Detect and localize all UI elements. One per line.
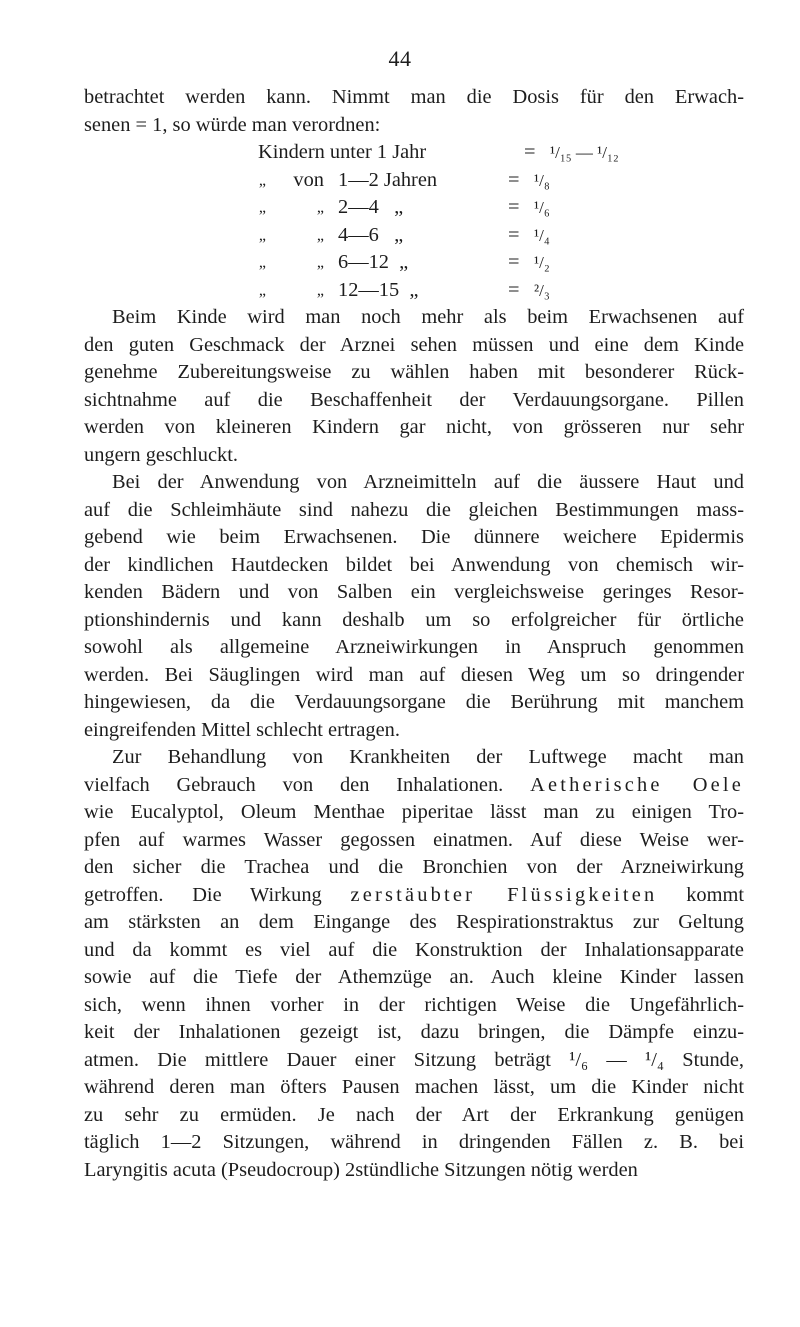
paragraph-skin: [84, 469, 744, 744]
dosage-label: Kindern unter 1 Jahr: [258, 141, 427, 163]
dosage-row: [84, 222, 744, 250]
dosage-row: [84, 249, 744, 277]
text-line: genehme Zubereitungsweise zu wählen haben mit besonderer Rück-: [84, 361, 744, 383]
ditto-mark: „: [258, 171, 266, 189]
page-number: 44: [388, 46, 412, 71]
text-line: und da kommt es viel auf die Konstruktion der Inhalationsapparate: [84, 938, 744, 961]
dosage-row: [84, 194, 744, 222]
text-line: gebend wie beim Erwachsenen. Die dünnere weichere Epidermis: [84, 526, 744, 548]
dosage-fraction: ¹/₈: [534, 170, 550, 190]
dosage-prefix: „: [316, 254, 324, 271]
dosage-age: 1—2 Jahren: [338, 168, 438, 191]
ditto-mark: „: [258, 254, 266, 271]
text-line: Beim Kinde wird man noch mehr als beim Erwachsenen auf: [112, 306, 744, 328]
dosage-age: 6—12 „: [338, 251, 409, 273]
text-line: den guten Geschmack der Arznei sehen müssen und eine dem Kinde: [84, 333, 744, 356]
text-line: getroffen. Die Wirkung zerstäubter Flüssigkeiten kommt: [84, 883, 744, 906]
dosage-equals: =: [508, 223, 520, 246]
text-line: auf die Schleimhäute sind nahezu die gleichen Bestimmungen mass-: [84, 498, 744, 521]
text-line: betrachtet werden kann. Nimmt man die Dosis für den Erwach-: [84, 86, 744, 108]
text-line: vielfach Gebrauch von den Inhalationen. Aetherische Oele: [84, 773, 744, 796]
text-line: kenden Bädern und von Salben ein vergleichsweise geringes Resor-: [84, 581, 744, 603]
dosage-table: [84, 139, 744, 304]
text-line: sich, wenn ihnen vorher in der richtigen Weise die Ungefährlich-: [84, 993, 744, 1016]
ditto-mark: „: [258, 199, 266, 216]
text-line: eingreifenden Mittel schlecht ertragen.: [84, 718, 400, 741]
text-line: den sicher die Trachea und die Bronchien von der Arzneiwirkung: [84, 856, 744, 878]
dosage-fraction: ¹/₆: [534, 198, 550, 217]
paragraph-taste: [84, 304, 744, 469]
text-line: sowohl als allgemeine Arzneiwirkungen in Anspruch genommen: [84, 636, 744, 658]
dosage-equals: =: [524, 141, 536, 163]
dosage-prefix: „: [316, 199, 324, 216]
dosage-prefix: „: [316, 281, 324, 299]
paragraph-inhalation: [84, 744, 744, 1184]
text-line: wie Eucalyptol, Oleum Menthae piperitae lässt man zu einigen Tro-: [84, 801, 744, 823]
dosage-row: [84, 167, 744, 195]
text-line: atmen. Die mittlere Dauer einer Sitzung beträgt ¹/₆ — ¹/₄ Stunde,: [84, 1048, 744, 1071]
dosage-equals: =: [508, 251, 520, 273]
dosage-fraction: ¹/₂: [534, 253, 550, 272]
ditto-mark: „: [258, 226, 266, 244]
text-line: am stärksten an dem Eingange des Respirationstraktus zur Geltung: [84, 911, 744, 933]
text-line: ptionshindernis und kann deshalb um so erfolgreicher für örtliche: [84, 608, 744, 631]
dosage-equals: =: [508, 168, 520, 191]
emphasized-term: zerstäubter Flüssigkeiten: [350, 883, 658, 906]
text-line: der kindlichen Hautdecken bildet bei Anwendung von chemisch wir-: [84, 553, 744, 576]
body-text: [84, 84, 744, 1184]
text-line: ungern geschluckt.: [84, 443, 239, 466]
ditto-mark: „: [258, 281, 266, 299]
text-line: sowie auf die Tiefe der Athemzüge an. Auch kleine Kinder lassen: [84, 966, 744, 988]
dosage-fraction: ¹/₁₅ — ¹/₁₂: [550, 143, 619, 162]
dosage-age: 12—15 „: [338, 278, 419, 301]
text-line: Laryngitis acuta (Pseudocroup) 2stündliche Sitzungen nötig werden: [84, 1158, 638, 1181]
dosage-row: [84, 139, 744, 167]
text-line: werden. Bei Säuglingen wird man auf diesen Weg um so dringender: [84, 663, 744, 686]
emphasized-term: Aetherische Oele: [530, 773, 744, 796]
text-line: keit der Inhalationen gezeigt ist, dazu bringen, die Dämpfe einzu-: [84, 1021, 744, 1043]
dosage-equals: =: [508, 278, 520, 301]
dosage-row: [84, 277, 744, 305]
text-line: Bei der Anwendung von Arzneimitteln auf die äussere Haut und: [112, 471, 744, 493]
text-line: zu sehr zu ermüden. Je nach der Art der Erkrankung genügen: [84, 1103, 744, 1126]
text-line: während deren man öfters Pausen machen lässt, um die Kinder nicht: [84, 1076, 744, 1098]
dosage-equals: =: [508, 196, 520, 218]
dosage-fraction: ¹/₄: [534, 225, 550, 245]
text-line: hingewiesen, da die Verdauungsorgane die Berührung mit manchem: [84, 691, 744, 713]
text-line: pfen auf warmes Wasser gegossen einatmen. Auf diese Weise wer-: [84, 828, 744, 851]
text-line: sichtnahme auf die Beschaffenheit der Verdauungsorgane. Pillen: [84, 388, 744, 411]
text-line: täglich 1—2 Sitzungen, während in dringenden Fällen z. B. bei: [84, 1131, 744, 1153]
text-line: Zur Behandlung von Krankheiten der Luftwege macht man: [112, 746, 744, 768]
dosage-prefix: von: [293, 168, 324, 191]
dosage-age: 2—4 „: [338, 196, 404, 218]
dosage-age: 4—6 „: [338, 223, 404, 246]
text-line: werden von kleineren Kindern gar nicht, von grösseren nur sehr: [84, 416, 744, 438]
text-line: senen = 1, so würde man verordnen:: [84, 113, 381, 136]
dosage-fraction: ²/₃: [534, 280, 550, 300]
dosage-prefix: „: [316, 226, 324, 244]
